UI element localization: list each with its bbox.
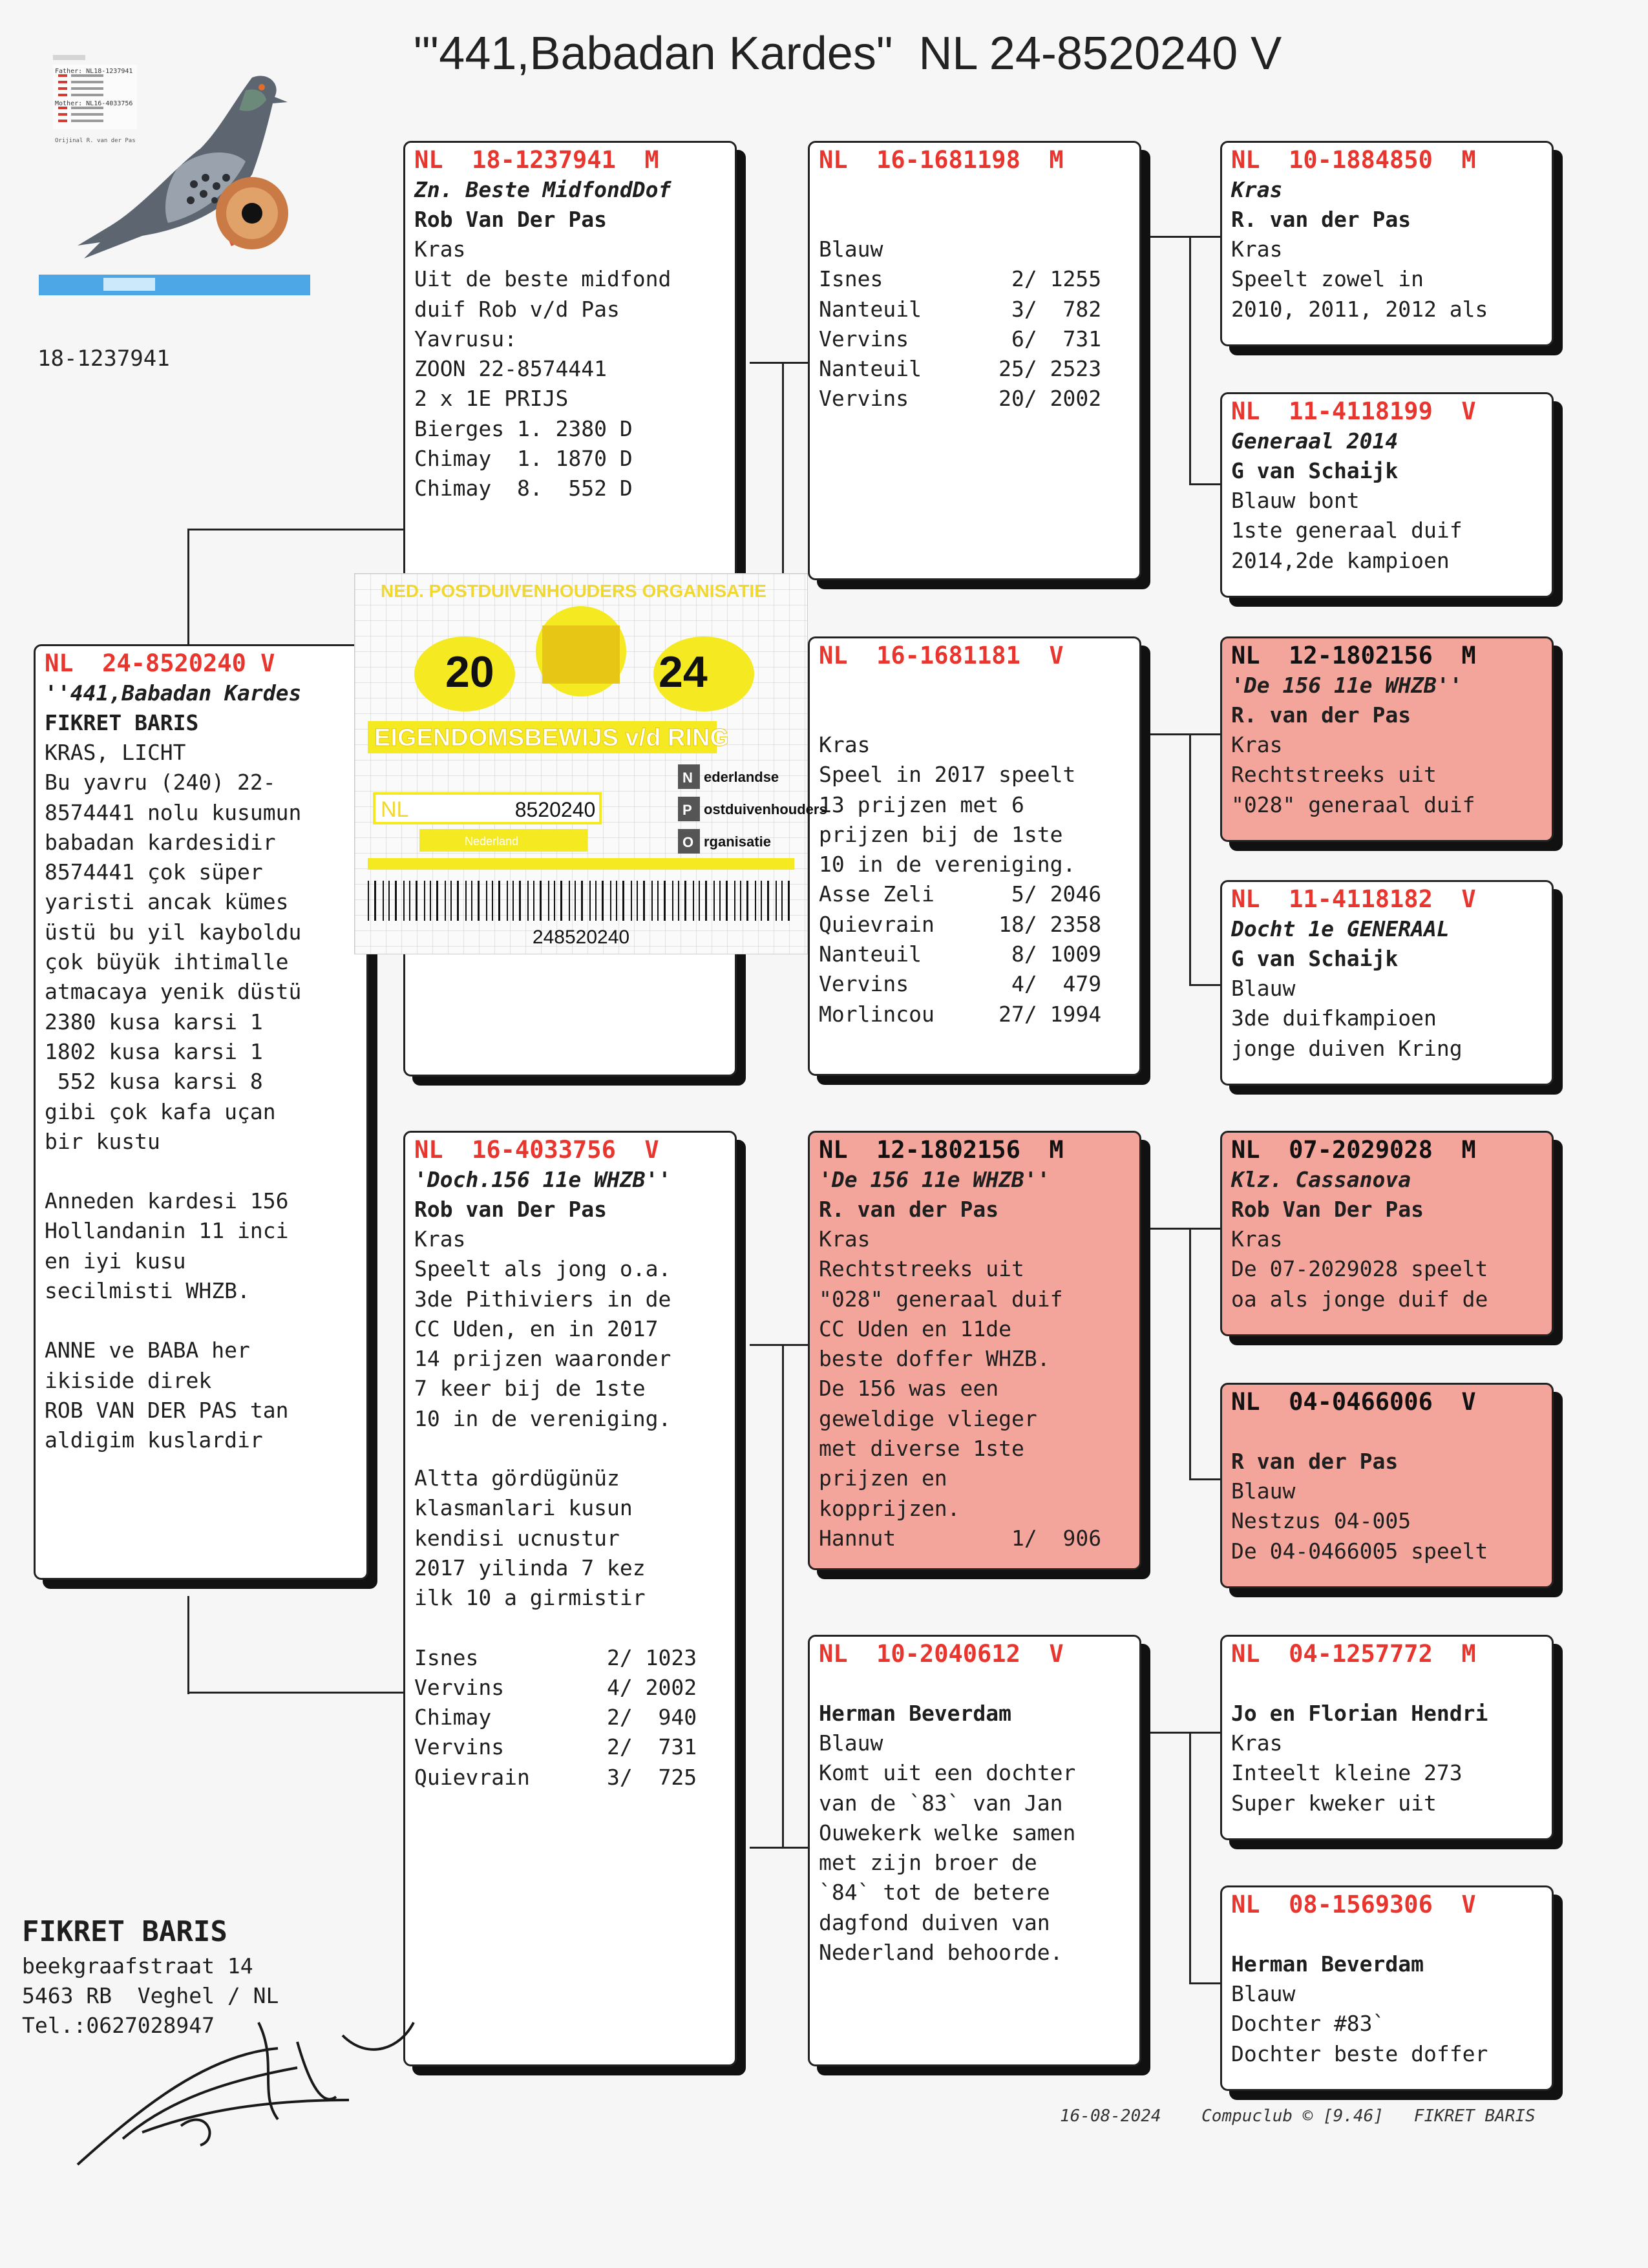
ring-number: NL 07-2029028 M — [1231, 1136, 1476, 1164]
card-line: Speelt zowel in — [1231, 266, 1424, 292]
card-line: Kras — [819, 1226, 871, 1252]
card-line: Komt uit een dochter — [819, 1760, 1076, 1786]
connector — [1189, 1228, 1191, 1480]
breeder-name: Jo en Florian Hendri — [1231, 1701, 1488, 1726]
connector — [1189, 483, 1221, 485]
ring-number: NL 04-0466006 V — [1231, 1388, 1476, 1416]
card-line: 1ste generaal duif — [1231, 518, 1463, 543]
card-line: Ouwekerk welke samen — [819, 1820, 1076, 1845]
connector — [750, 1344, 808, 1346]
pedigree-card-fmf — [1220, 636, 1554, 842]
card-line: 10 in de vereniging. — [414, 1405, 671, 1431]
ring-number: NL 11-4118199 V — [1231, 397, 1476, 425]
ring-number: NL 18-1237941 M — [414, 146, 659, 174]
card-line: ilk 10 a girmistir — [414, 1585, 646, 1611]
card-line: Hollandanin 11 inci — [45, 1218, 289, 1244]
card-line: Dochter #83` — [1231, 2011, 1386, 2037]
title-ring: NL 24-8520240 V — [918, 28, 1282, 79]
breeder-name: R. van der Pas — [819, 1197, 999, 1222]
card-line: kendisi ucnustur — [414, 1525, 620, 1551]
card-line: jonge duiven Kring — [1231, 1035, 1463, 1061]
card-line: Isnes 2/ 1255 — [819, 266, 1102, 292]
cert-title: EIGENDOMSBEWIJS v/d RING — [374, 724, 729, 751]
connector — [187, 1596, 189, 1694]
connector — [1189, 733, 1191, 985]
breeder-name: R. van der Pas — [1231, 207, 1411, 232]
card-line: Bierges 1. 2380 D — [414, 415, 633, 441]
card-line: Nederland behoorde. — [819, 1940, 1063, 1966]
card-line: Vervins 4/ 2002 — [414, 1674, 697, 1700]
connector — [1150, 1732, 1221, 1734]
cert-org: NED. POSTDUIVENHOUDERS ORGANISATIE — [381, 581, 766, 601]
card-line: met zijn broer de — [819, 1850, 1037, 1876]
card-line: Blauw — [819, 1730, 883, 1756]
card-line: Kras — [1231, 236, 1283, 262]
cert-year-right: 24 — [659, 647, 708, 697]
ring-number: NL 16-1681181 V — [819, 642, 1064, 669]
cert-npo-line: ostduivenhouders — [704, 801, 827, 817]
card-line: en iyi kusu — [45, 1248, 186, 1274]
card-line: Blauw — [819, 236, 883, 262]
breeder-name: FIKRET BARIS — [45, 710, 199, 735]
card-line: ikiside direk — [45, 1367, 212, 1393]
card-line: Isnes 2/ 1023 — [414, 1644, 697, 1670]
ring-number: NL 12-1802156 M — [1231, 642, 1476, 669]
connector — [187, 1692, 406, 1694]
card-line: Morlincou 27/ 1994 — [819, 1001, 1102, 1027]
card-line: Vervins 2/ 731 — [414, 1734, 697, 1760]
cert-ring-number: 8520240 — [514, 798, 596, 821]
card-line: Dochter beste doffer — [1231, 2041, 1488, 2066]
card-line: Quievrain 3/ 725 — [414, 1764, 697, 1790]
card-line: 2017 yilinda 7 kez — [414, 1555, 646, 1580]
pedigree-card-mf — [808, 1131, 1141, 1570]
ring-ownership-certificate — [354, 573, 827, 954]
card-line: 2010, 2011, 2012 als — [1231, 296, 1488, 322]
pigeon-name: Klz. Cassanova — [1231, 1167, 1411, 1192]
card-line: ZOON 22-8574441 — [414, 356, 607, 382]
connector — [750, 362, 808, 364]
card-line: Kras — [1231, 1730, 1283, 1756]
photo-father-label: Father: NL18-1237941 — [55, 68, 133, 75]
card-line: beste doffer WHZB. — [819, 1346, 1050, 1372]
card-line: 1802 kusa karsi 1 — [45, 1038, 263, 1064]
card-line: Asse Zeli 5/ 2046 — [819, 881, 1102, 907]
card-line: Inteelt kleine 273 — [1231, 1760, 1463, 1786]
card-line: 2380 kusa karsi 1 — [45, 1009, 263, 1034]
pigeon-photo — [39, 52, 310, 304]
card-line: atmacaya yenik düstü — [45, 979, 302, 1005]
card-line: "028" generaal duif — [819, 1286, 1063, 1312]
card-line: 552 kusa karsi 8 — [45, 1069, 263, 1095]
card-line: van de `83` van Jan — [819, 1790, 1063, 1816]
ring-number: NL 12-1802156 M — [819, 1136, 1064, 1164]
card-line: gibi çok kafa uçan — [45, 1098, 276, 1124]
card-line: prijzen bij de 1ste — [819, 821, 1063, 847]
card-line: Kras — [414, 236, 466, 262]
card-line: 8574441 nolu kusumun — [45, 799, 302, 825]
pedigree-card-fff — [1220, 141, 1554, 346]
connector — [1189, 1982, 1221, 1984]
card-line: Rechtstreeks uit — [1231, 762, 1437, 788]
breeder-name: Rob Van Der Pas — [414, 207, 607, 232]
card-line: 3de duifkampioen — [1231, 1005, 1437, 1031]
card-line: 2014,2de kampioen — [1231, 547, 1450, 573]
card-line: 13 prijzen met 6 — [819, 792, 1024, 817]
card-line: De 07-2029028 speelt — [1231, 1256, 1488, 1282]
breeder-name: R. van der Pas — [1231, 702, 1411, 728]
pedigree-card-mmm — [1220, 1885, 1554, 2091]
card-line: Blauw — [1231, 976, 1296, 1001]
card-line: dagfond duiven van — [819, 1909, 1050, 1935]
cert-npo-letter: P — [682, 802, 692, 818]
card-line: ANNE ve BABA her — [45, 1338, 250, 1363]
card-line: "028" generaal duif — [1231, 792, 1475, 817]
title-name: "'441,Babadan Kardes" — [414, 28, 893, 79]
card-line: 2 x 1E PRIJS — [414, 386, 569, 412]
connector — [1150, 236, 1221, 238]
card-line: Yavrusu: — [414, 326, 517, 352]
pigeon-name: Zn. Beste MidfondDof — [414, 177, 671, 202]
ring-number: NL 24-8520240 V — [45, 649, 275, 677]
card-line: Hannut 1/ 906 — [819, 1525, 1102, 1551]
card-line: Altta gördügünüz — [414, 1465, 620, 1491]
card-line: Vervins 20/ 2002 — [819, 386, 1102, 412]
pigeon-name: 'Doch.156 11e WHZB'' — [414, 1167, 671, 1192]
card-line: Chimay 1. 1870 D — [414, 446, 633, 472]
pedigree-card-mfm — [1220, 1383, 1554, 1588]
card-line: Anneden kardesi 156 — [45, 1188, 289, 1214]
card-line: `84` tot de betere — [819, 1880, 1050, 1906]
breeder-name: Herman Beverdam — [1231, 1951, 1424, 1977]
card-line: oa als jonge duif de — [1231, 1286, 1488, 1312]
card-line: Nanteuil 25/ 2523 — [819, 356, 1102, 382]
owner-city: 5463 RB Veghel / NL — [22, 1983, 279, 2008]
card-line: Blauw — [1231, 1478, 1296, 1504]
card-line: geweldige vlieger — [819, 1405, 1037, 1431]
connector — [1189, 236, 1191, 485]
card-line: Uit de beste midfond — [414, 266, 671, 292]
connector — [750, 1847, 808, 1849]
card-line: prijzen en — [819, 1465, 947, 1491]
connector — [1150, 1228, 1221, 1230]
card-line: Speelt als jong o.a. — [414, 1256, 671, 1282]
pigeon-name: 'De 156 11e WHZB'' — [819, 1167, 1050, 1192]
footer-meta: 16-08-2024 Compuclub © [9.46] FIKRET BARIS — [1060, 2106, 1536, 2126]
card-line: ROB VAN DER PAS tan — [45, 1397, 289, 1423]
connector — [1189, 1732, 1191, 1984]
card-line: Speel in 2017 speelt — [819, 762, 1076, 788]
card-line: kopprijzen. — [819, 1495, 960, 1521]
ring-number: NL 10-1884850 M — [1231, 146, 1476, 174]
card-line: Bu yavru (240) 22- — [45, 770, 276, 795]
card-line: Kras — [1231, 1226, 1283, 1252]
photo-origin-label: Orijinal R. van der Pas — [55, 138, 136, 144]
breeder-name: Herman Beverdam — [819, 1701, 1012, 1726]
card-line: Rechtstreeks uit — [819, 1256, 1024, 1282]
pigeon-name: Kras — [1231, 177, 1283, 202]
card-line: yaristi ancak kümes — [45, 889, 289, 915]
owner-name: FIKRET BARIS — [22, 1915, 227, 1948]
card-line: Nestzus 04-005 — [1231, 1508, 1411, 1534]
card-line: Chimay 8. 552 D — [414, 476, 633, 501]
card-line: Super kweker uit — [1231, 1790, 1437, 1816]
ring-number: NL 08-1569306 V — [1231, 1891, 1476, 1918]
connector — [1189, 984, 1221, 986]
card-line: bir kustu — [45, 1128, 160, 1154]
card-line: babadan kardesidir — [45, 829, 276, 855]
ring-number: NL 11-4118182 V — [1231, 885, 1476, 913]
connector — [1150, 733, 1221, 735]
card-line: 7 keer bij de 1ste — [414, 1376, 646, 1402]
breeder-name: Rob van Der Pas — [414, 1197, 607, 1222]
pedigree-title — [414, 27, 1383, 80]
card-line: Nanteuil 8/ 1009 — [819, 941, 1102, 967]
card-line: Blauw — [1231, 1981, 1296, 2006]
breeder-name: G van Schaijk — [1231, 458, 1399, 483]
card-line: Chimay 2/ 940 — [414, 1705, 697, 1730]
card-line: met diverse 1ste — [819, 1436, 1024, 1462]
breeder-name: Rob Van Der Pas — [1231, 1197, 1424, 1222]
card-line: Vervins 4/ 479 — [819, 971, 1102, 997]
card-line: secilmisti WHZB. — [45, 1278, 250, 1304]
cert-npo-line: rganisatie — [704, 834, 771, 850]
card-line: 10 in de vereniging. — [819, 852, 1076, 877]
pedigree-card-mff — [1220, 1131, 1554, 1336]
pedigree-card-ff — [808, 141, 1141, 580]
breeder-name: G van Schaijk — [1231, 946, 1399, 971]
card-line: Nanteuil 3/ 782 — [819, 296, 1102, 322]
pedigree-card-mm — [808, 1635, 1141, 2066]
cert-npo-letter: N — [682, 770, 693, 786]
cert-country-name: Nederland — [465, 835, 519, 848]
ring-number: NL 04-1257772 M — [1231, 1640, 1476, 1668]
card-line: duif Rob v/d Pas — [414, 296, 620, 322]
pigeon-name: Generaal 2014 — [1231, 428, 1399, 454]
connector — [782, 1344, 784, 1848]
card-line: Blauw bont — [1231, 488, 1360, 513]
pigeon-name: Docht 1e GENERAAL — [1231, 916, 1450, 941]
pedigree-card-subject — [34, 644, 368, 1580]
cert-year-left: 20 — [445, 647, 494, 697]
card-line: CC Uden, en in 2017 — [414, 1316, 659, 1341]
card-line: CC Uden en 11de — [819, 1316, 1012, 1341]
card-line: Kras — [1231, 732, 1283, 757]
connector — [187, 529, 189, 645]
card-line: 8574441 çok süper — [45, 859, 263, 885]
cert-npo-letter: O — [682, 834, 694, 850]
ring-number: NL 16-1681198 M — [819, 146, 1064, 174]
pedigree-card-fm — [808, 636, 1141, 1076]
photo-mother-label: Mother: NL16-4033756 — [55, 100, 133, 107]
pedigree-card-mmf — [1220, 1635, 1554, 1840]
pigeon-name: 'De 156 11e WHZB'' — [1231, 673, 1463, 698]
card-line: 14 prijzen waaronder — [414, 1346, 671, 1372]
pedigree-card-ffm — [1220, 392, 1554, 598]
connector — [187, 529, 406, 530]
owner-phone: Tel.:0627028947 — [22, 2013, 215, 2038]
card-line: De 04-0466005 speelt — [1231, 1538, 1488, 1564]
pedigree-card-fmm — [1220, 880, 1554, 1086]
card-line: De 156 was een — [819, 1376, 999, 1402]
card-line: üstü bu yil kayboldu — [45, 919, 302, 945]
card-line: Kras — [819, 732, 871, 757]
card-line: çok büyük ihtimalle — [45, 949, 289, 975]
cert-country: NL — [381, 797, 409, 822]
ring-number: NL 16-4033756 V — [414, 1136, 659, 1164]
card-line: 3de Pithiviers in de — [414, 1286, 671, 1312]
ring-number: NL 10-2040612 V — [819, 1640, 1064, 1668]
card-line: klasmanlari kusun — [414, 1495, 633, 1521]
pedigree-card-mother — [403, 1131, 737, 2066]
card-line: aldigim kuslardir — [45, 1427, 263, 1453]
photo-ring-number: 18-1237941 — [37, 346, 170, 372]
card-line: KRAS, LICHT — [45, 740, 186, 765]
card-line: Kras — [414, 1226, 466, 1252]
cert-npo-line: ederlandse — [704, 769, 779, 785]
owner-street: beekgraafstraat 14 — [22, 1953, 253, 1979]
card-line: Vervins 6/ 731 — [819, 326, 1102, 352]
breeder-name: R van der Pas — [1231, 1449, 1399, 1474]
cert-barcode-number: 248520240 — [532, 927, 630, 948]
pigeon-name: ''441,Babadan Kardes — [45, 680, 302, 706]
connector — [1189, 1478, 1221, 1480]
owner-signature — [65, 1945, 427, 2178]
card-line: Quievrain 18/ 2358 — [819, 911, 1102, 937]
